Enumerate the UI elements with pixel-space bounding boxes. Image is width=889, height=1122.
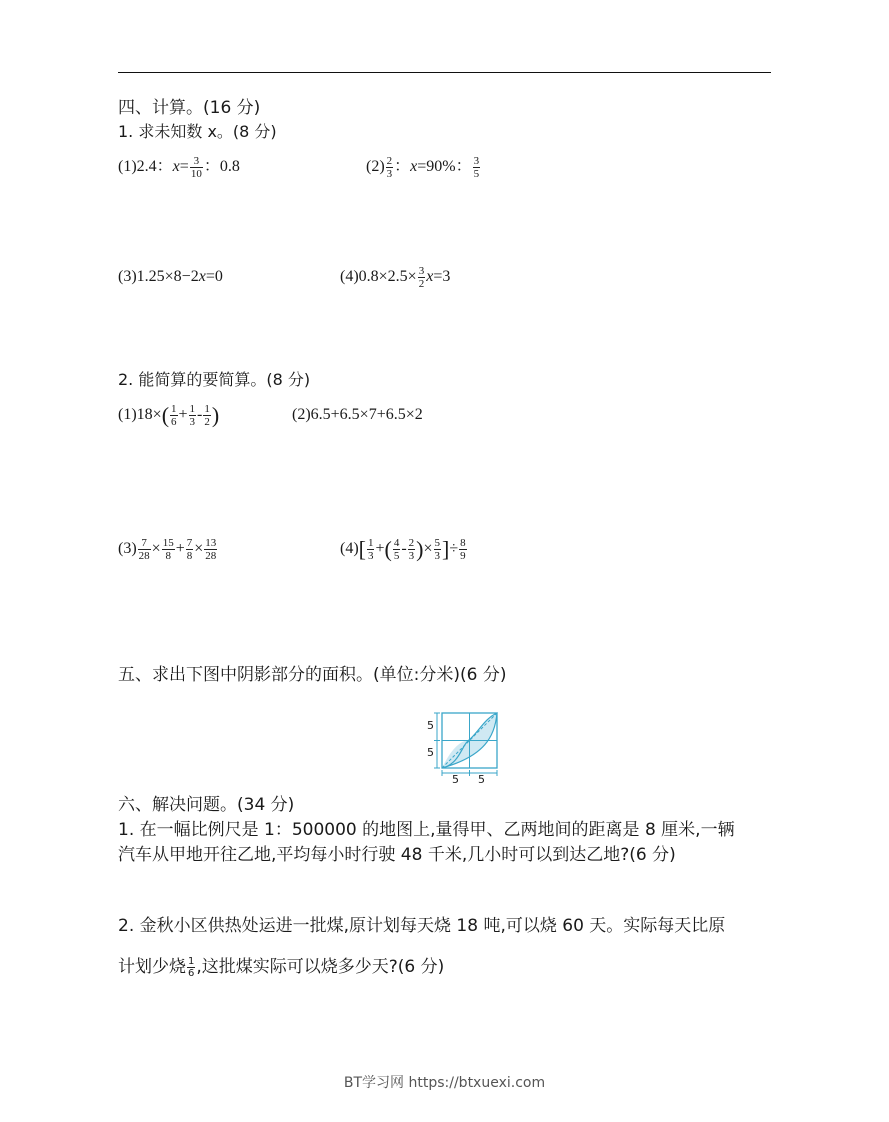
q2-item-2 <box>292 398 423 432</box>
fraction: $\frac{1}{6}$ <box>188 955 195 979</box>
section4-title: 四、计算。(16 分) <box>118 98 261 118</box>
fraction: $\frac{1}{6}$ <box>171 402 177 428</box>
dim-label-bottom-left: 5 <box>452 773 459 786</box>
fraction: $\frac{15}{8}$ <box>162 536 174 562</box>
q2-item-3 <box>118 532 218 566</box>
bracket-open: [ <box>358 536 366 562</box>
shaded-area-figure <box>415 706 505 786</box>
expr-part: = <box>179 158 189 175</box>
operator: - <box>401 540 407 557</box>
expr-part: 0.8×2.5× <box>358 268 417 285</box>
section5-title: 五、求出下图中阴影部分的面积。(单位:分米)(6 分) <box>118 665 507 685</box>
fraction: $\frac{3}{5}$ <box>473 154 480 180</box>
fraction: $\frac{1}{3}$ <box>367 536 374 562</box>
item-label: (1) <box>118 406 137 423</box>
fraction: $\frac{7}{8}$ <box>186 536 193 562</box>
fraction: $\frac{8}{9}$ <box>460 536 466 562</box>
expr-part: 18× <box>136 406 162 423</box>
section6-q2-line1: 2. 金秋小区供热处运进一批煤,原计划每天烧 18 吨,可以烧 60 天。实际每天比原 <box>118 916 726 936</box>
q2-item-1 <box>118 398 219 432</box>
paren-close: ) <box>416 536 424 562</box>
expr-part: =3 <box>433 268 451 285</box>
q2-item-4 <box>340 532 468 566</box>
item-label: (1) <box>118 158 137 175</box>
item-label: (2) <box>292 406 311 423</box>
paren-close: ) <box>211 402 220 428</box>
paren-open: ( <box>161 402 170 428</box>
item-label: (2) <box>366 158 385 175</box>
header-rule <box>118 72 771 73</box>
fraction: $\frac{3}{2}$ <box>418 264 425 290</box>
fraction: $\frac{2}{3}$ <box>408 536 415 562</box>
operator: ÷ <box>449 540 459 557</box>
variable-x: x <box>198 268 206 285</box>
section4-q1-title: 1. 求未知数 x。(8 分) <box>118 122 277 141</box>
fraction: $\frac{13}{28}$ <box>205 536 217 562</box>
operator: + <box>375 540 385 557</box>
item-label: (4) <box>340 540 359 557</box>
variable-x: x <box>410 158 418 175</box>
operator: × <box>194 540 204 557</box>
expr-part: =90%： <box>417 158 472 175</box>
footer-watermark: BT学习网 https://btxuexi.com <box>343 1075 546 1091</box>
section6-title: 六、解决问题。(34 分) <box>118 795 295 815</box>
fraction: $\frac{3}{10}$ <box>190 154 202 180</box>
expr-part: 6.5+6.5×7+6.5×2 <box>310 406 423 423</box>
section6-q1-line2: 汽车从甲地开往乙地,平均每小时行驶 48 千米,几小时可以到达乙地?(6 分) <box>118 845 676 865</box>
operator: × <box>423 540 433 557</box>
operator: + <box>175 540 185 557</box>
text-part: ,这批煤实际可以烧多少天?(6 分) <box>196 957 445 977</box>
item-label: (3) <box>118 540 137 557</box>
fraction: $\frac{2}{3}$ <box>386 154 393 180</box>
text-part: 计划少烧 <box>118 957 186 977</box>
variable-x: x <box>172 158 180 175</box>
item-label: (3) <box>118 268 137 285</box>
section6-q2-line2 <box>118 952 444 982</box>
expr-part: ： <box>394 158 411 175</box>
q1-item-2 <box>366 152 481 182</box>
operator: - <box>197 406 203 423</box>
q1-item-1 <box>118 152 240 182</box>
expr-part: 2.4： <box>136 158 173 175</box>
fraction: $\frac{1}{3}$ <box>189 402 196 428</box>
fraction: $\frac{4}{5}$ <box>393 536 400 562</box>
paren-open: ( <box>384 536 392 562</box>
fraction: $\frac{7}{28}$ <box>138 536 150 562</box>
section6-q1-line1: 1. 在一幅比例尺是 1：500000 的地图上,量得甲、乙两地间的距离是 8 厘米,一辆 <box>118 820 735 840</box>
operator: × <box>151 540 161 557</box>
operator: + <box>178 406 188 423</box>
dim-label-left-top: 5 <box>427 719 434 732</box>
item-label: (4) <box>340 268 359 285</box>
expr-part: =0 <box>205 268 223 285</box>
expr-part: ：0.8 <box>203 158 240 175</box>
variable-x: x <box>426 268 434 285</box>
q1-item-3 <box>118 262 223 292</box>
bracket-close: ] <box>442 536 450 562</box>
expr-part: 1.25×8−2 <box>136 268 199 285</box>
dim-label-left-bottom: 5 <box>427 746 434 759</box>
q1-item-4 <box>340 262 450 292</box>
fraction: $\frac{1}{2}$ <box>204 402 210 428</box>
dim-label-bottom-right: 5 <box>478 773 485 786</box>
fraction: $\frac{5}{3}$ <box>434 536 441 562</box>
section4-q2-title: 2. 能简算的要简算。(8 分) <box>118 370 311 389</box>
